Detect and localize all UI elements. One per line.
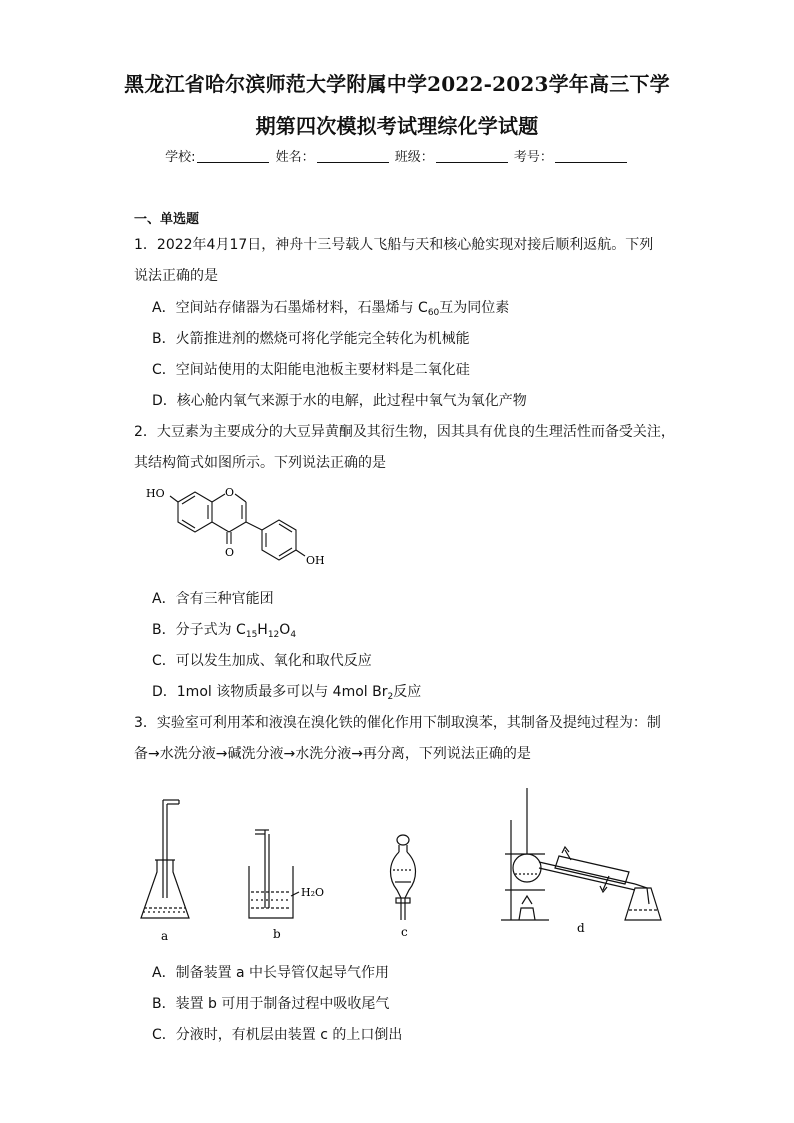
q1-option-a-text: A．空间站存储器为石墨烯材料，石墨烯与 C <box>152 300 428 316</box>
q2-option-d <box>152 681 421 701</box>
q2-b-o: O <box>279 622 291 638</box>
title-line-2: 期第四次模拟考试理综化学试题 <box>255 114 539 138</box>
q2-d-sub: 2 <box>387 692 394 702</box>
apparatus-b-label: b <box>273 927 281 941</box>
q2-option-b <box>152 619 296 639</box>
q3-stem-line1: 3．实验室可利用苯和液溴在溴化铁的催化作用下制取溴苯，其制备及提纯过程为：制 <box>134 715 661 731</box>
q2-option-a: A．含有三种官能团 <box>152 591 274 607</box>
apparatus-c <box>391 835 416 920</box>
q1-stem-line2: 说法正确的是 <box>134 268 218 284</box>
class-blank[interactable] <box>436 150 508 163</box>
name-blank[interactable] <box>317 150 389 163</box>
student-info-row <box>0 146 794 165</box>
apparatus-b <box>249 830 299 918</box>
q3-option-a: A．制备装置 a 中长导管仅起导气作用 <box>152 965 390 981</box>
q2-b-sub3: 4 <box>290 630 297 640</box>
struct-keto-o-label: O <box>225 546 235 559</box>
q2-b-h: H <box>257 622 268 638</box>
q2-stem-line1: 2．大豆素为主要成分的大豆异黄酮及其衍生物，因其具有优良的生理活性而备受关注， <box>134 424 675 440</box>
q2-stem-line2: 其结构简式如图所示。下列说法正确的是 <box>134 455 386 471</box>
q1-stem-line1: 1．2022年4月17日，神舟十三号载人飞船与天和核心舱实现对接后顺利返航。下列 <box>134 237 654 253</box>
q1-option-a <box>152 297 509 317</box>
q3-option-b: B．装置 b 可用于制备过程中吸收尾气 <box>152 996 390 1012</box>
q2-d-text: D．1mol 该物质最多可以与 4mol Br <box>152 684 388 700</box>
apparatus-c-label: c <box>401 925 408 939</box>
q1-option-d: D．核心舱内氧气来源于水的电解，此过程中氧气为氧化产物 <box>152 393 527 409</box>
q3-stem-line2: 备→水洗分液→碱洗分液→水洗分液→再分离，下列说法正确的是 <box>134 746 531 762</box>
school-label: 学校: <box>165 150 196 165</box>
q2-b-text: B．分子式为 C <box>152 622 246 638</box>
title-line-1: 黑龙江省哈尔滨师范大学附属中学2022-2023学年高三下学 <box>124 72 670 96</box>
struct-ring-o-label: O <box>225 486 235 499</box>
daidzein-structure <box>140 478 340 570</box>
school-blank[interactable] <box>197 150 269 163</box>
exam-no-label: 考号： <box>513 150 553 165</box>
q2-b-sub1: 15 <box>245 630 258 640</box>
q3-option-c: C．分液时，有机层由装置 c 的上口倒出 <box>152 1027 403 1043</box>
q2-d-tail: 反应 <box>393 684 422 700</box>
q1-option-b: B．火箭推进剂的燃烧可将化学能完全转化为机械能 <box>152 331 470 347</box>
apparatus-d-label: d <box>577 921 585 935</box>
apparatus-a-label: a <box>161 929 169 943</box>
apparatus-a <box>141 800 189 918</box>
class-label: 班级： <box>394 150 434 165</box>
q1-option-a-sub: 60 <box>427 308 440 318</box>
q1-option-c: C．空间站使用的太阳能电池板主要材料是二氧化硅 <box>152 362 470 378</box>
h2o-label: H₂O <box>301 886 325 899</box>
q1-option-a-tail: 互为同位素 <box>439 300 510 316</box>
struct-ho-label: HO <box>146 487 165 500</box>
apparatus-d <box>501 788 661 920</box>
name-label: 姓名： <box>275 150 315 165</box>
struct-oh-label: OH <box>306 554 325 567</box>
q2-option-c: C．可以发生加成、氧化和取代反应 <box>152 653 372 669</box>
apparatus-figure <box>125 780 680 945</box>
q2-b-sub2: 12 <box>267 630 280 640</box>
section-heading: 一、单选题 <box>134 212 200 227</box>
exam-no-blank[interactable] <box>555 150 627 163</box>
